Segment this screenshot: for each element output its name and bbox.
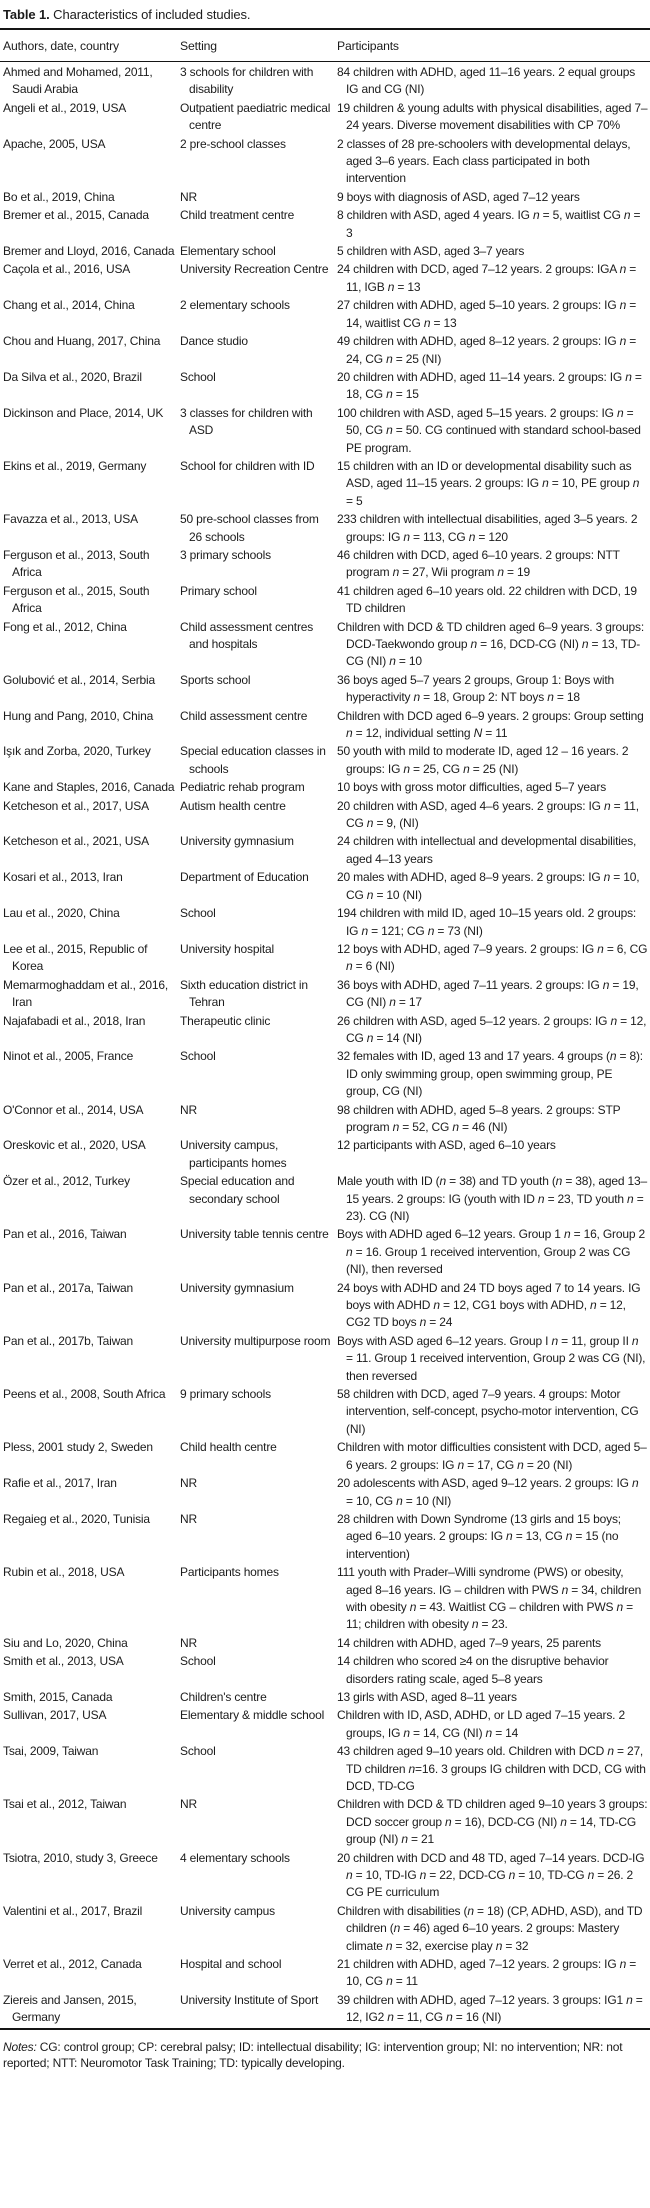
participants-cell: 13 girls with ASD, aged 8–11 years [337,1689,517,1704]
participants-cell: 36 boys aged 5–7 years 2 groups, Group 1: Boys with hyperactivity n = 18, Group 2: NT boys n = 18 [337,672,614,705]
setting-cell: Sports school [180,672,251,687]
setting-cell: Children's centre [180,1689,267,1704]
setting-cell: University gymnasium [180,834,294,849]
setting-cell: Dance studio [180,334,248,349]
table-row [0,1511,650,1564]
participants-cell: 41 children aged 6–10 years old. 22 children with DCD, 19 TD children [337,583,637,616]
authors-cell: Dickinson and Place, 2014, UK [3,405,164,420]
setting-cell: University campus [180,1903,275,1918]
table-row [0,1653,650,1689]
table-row [0,619,650,672]
setting-cell: School [180,1744,216,1759]
table-row [0,207,650,243]
table-row [0,833,650,869]
table-caption-label: Table 1. [3,7,50,22]
table-header [0,29,650,62]
setting-cell: School [180,1049,216,1064]
setting-cell: Child assessment centres and hospitals [180,619,314,651]
participants-cell: 36 boys with ADHD, aged 7–11 years. 2 groups: IG n = 19, CG (NI) n = 17 [337,977,639,1010]
setting-cell: Sixth education district in Tehran [180,977,308,1010]
table-caption [0,0,650,28]
authors-cell: Ninot et al., 2005, France [3,1049,134,1064]
table-row [0,1956,650,1992]
participants-cell: 24 children with intellectual and developmental disabilities, aged 4–13 years [337,834,637,866]
participants-cell: 46 children with DCD, aged 6–10 years. 2 groups: NTT program n = 27, Wii program n = 19 [337,547,620,580]
participants-cell: 20 children with DCD and 48 TD, aged 7–14 years. DCD-IG n = 10, TD-IG n = 22, DCD-CG n = 10, TD-CG n = 26. 2 CG PE curriculum [337,1850,645,1900]
participants-cell: Children with DCD & TD children aged 9–10 years 3 groups: DCD soccer group n = 16), DCD-CG (NI) n = 14, TD-CG group (NI) n = 21 [337,1797,648,1847]
participants-cell: 21 children with ADHD, aged 7–12 years. 2 groups: IG n = 10, CG n = 11 [337,1957,637,1989]
participants-cell: 98 children with ADHD, aged 5–8 years. 2 groups: STP program n = 52, CG n = 46 (NI) [337,1102,621,1134]
table-row [0,333,650,369]
table-row [0,1707,650,1743]
authors-cell: Rafie et al., 2017, Iran [3,1476,117,1491]
participants-cell: 27 children with ADHD, aged 5–10 years. 2 groups: IG n = 14, waitlist CG n = 13 [337,298,637,330]
participants-cell: 233 children with intellectual disabilities, aged 3–5 years. 2 groups: IG n = 113, CG n = 120 [337,512,638,544]
table-row [0,1048,650,1101]
authors-cell: Verret et al., 2012, Canada [3,1957,142,1972]
authors-cell: Golubović et al., 2014, Serbia [3,672,156,687]
table-row [0,977,650,1013]
table-row [0,743,650,779]
authors-cell: Bremer et al., 2015, Canada [3,208,149,223]
setting-cell: 2 pre-school classes [180,136,286,151]
participants-cell: 24 children with DCD, aged 7–12 years. 2 groups: IGA n = 11, IGB n = 13 [337,262,637,294]
authors-cell: Angeli et al., 2019, USA [3,100,127,115]
setting-cell: 2 elementary schools [180,298,290,313]
authors-cell: Özer et al., 2012, Turkey [3,1174,130,1189]
authors-cell: Fong et al., 2012, China [3,619,127,634]
table-row [0,1635,650,1653]
participants-cell: 49 children with ADHD, aged 8–12 years. 2 groups: IG n = 24, CG n = 25 (NI) [337,334,637,366]
setting-cell: University table tennis centre [180,1227,329,1242]
notes-label: Notes: [3,2039,37,2054]
participants-cell: 20 children with ADHD, aged 11–14 years. 2 groups: IG n = 18, CG n = 15 [337,369,642,402]
authors-cell: Ahmed and Mohamed, 2011, Saudi Arabia [3,65,153,97]
authors-cell: Ekins et al., 2019, Germany [3,458,147,473]
notes-text: CG: control group; CP: cerebral palsy; ID: intellectual disability; IG: intervention group; NI: no intervention; NR: not reported; NTT: Neuromotor Task Training; TD: typically developing. [3,2039,623,2071]
setting-cell: University campus, participants homes [180,1138,287,1170]
setting-cell: NR [180,1797,197,1812]
setting-cell: School for children with ID [180,458,315,473]
authors-cell: Tsai, 2009, Taiwan [3,1744,99,1759]
setting-cell: Outpatient paediatric medical centre [180,100,331,133]
participants-cell: Male youth with ID (n = 38) and TD youth (n = 38), aged 13–15 years. 2 groups: IG (youth with ID n = 23, TD youth n = 23). CG (NI) [337,1174,648,1223]
table-row [0,708,650,744]
participants-cell: Boys with ASD aged 6–12 years. Group I n = 11, group II n = 11. Group 1 received intervention, Group 2 was CG (NI), then reversed [337,1333,646,1383]
setting-cell: 50 pre-school classes from 26 schools [180,512,319,544]
table-row [0,1475,650,1511]
setting-cell: School [180,906,216,921]
setting-cell: 3 classes for children with ASD [180,405,313,438]
setting-cell: Pediatric rehab program [180,780,305,795]
authors-cell: Smith et al., 2013, USA [3,1654,124,1669]
table-row [0,547,650,583]
setting-cell: University multipurpose room [180,1333,331,1348]
table-row [0,62,650,100]
setting-cell: University gymnasium [180,1280,294,1295]
table-row [0,779,650,797]
participants-cell: 39 children with ADHD, aged 7–12 years. 3 groups: IG1 n = 12, IG2 n = 11, CG n = 16 (NI) [337,1992,643,2025]
included-studies-table [0,28,650,2030]
participants-cell: 10 boys with gross motor difficulties, aged 5–7 years [337,780,607,795]
setting-cell: Autism health centre [180,798,286,813]
authors-cell: Pless, 2001 study 2, Sweden [3,1440,153,1455]
authors-cell: Ketcheson et al., 2017, USA [3,798,149,813]
setting-cell: NR [180,1635,197,1650]
table-row [0,1903,650,1956]
table-row [0,243,650,261]
authors-cell: Favazza et al., 2013, USA [3,512,138,527]
table-body [0,62,650,2029]
table-row [0,1280,650,1333]
participants-cell: 24 boys with ADHD and 24 TD boys aged 7 to 14 years. IG boys with ADHD n = 12, CG1 boys with ADHD, n = 12, CG2 TD boys n = 24 [337,1280,641,1330]
setting-cell: Special education and secondary school [180,1174,295,1206]
setting-cell: Child treatment centre [180,208,295,223]
participants-cell: 50 youth with mild to moderate ID, aged 12 – 16 years. 2 groups: IG n = 25, CG n = 25 (NI) [337,744,629,776]
table-row [0,1102,650,1138]
setting-cell: School [180,1654,216,1669]
authors-cell: Pan et al., 2017b, Taiwan [3,1333,134,1348]
authors-cell: Chang et al., 2014, China [3,298,135,313]
setting-cell: NR [180,1511,197,1526]
authors-cell: Siu and Lo, 2020, China [3,1635,128,1650]
participants-cell: Boys with ADHD aged 6–12 years. Group 1 n = 16, Group 2 n = 16. Group 1 received intervention, Group 2 was CG (NI), then reversed [337,1227,645,1277]
setting-cell: Hospital and school [180,1957,282,1972]
participants-cell: 15 children with an ID or developmental disability such as ASD, aged 11–15 years. 2 groups: IG n = 10, PE group n = 5 [337,458,640,508]
table-row [0,1743,650,1796]
setting-cell: 3 schools for children with disability [180,65,314,97]
table-row [0,1137,650,1173]
authors-cell: Hung and Pang, 2010, China [3,708,154,723]
table-row [0,941,650,977]
authors-cell: Valentini et al., 2017, Brazil [3,1903,143,1918]
column-header-authors: Authors, date, country [0,29,177,62]
setting-cell: Child assessment centre [180,708,308,723]
table-row [0,369,650,405]
authors-cell: Tsai et al., 2012, Taiwan [3,1797,127,1812]
authors-cell: Oreskovic et al., 2020, USA [3,1138,146,1153]
table-row [0,1796,650,1849]
table-row [0,583,650,619]
authors-cell: Kosari et al., 2013, Iran [3,870,123,885]
participants-cell: 111 youth with Prader–Willi syndrome (PWS) or obesity, aged 8–16 years. IG – children with PWS n = 34, children with obesity n = 43. Waitlist CG – children with PWS n = 11; children with obesity n = 23. [337,1565,642,1632]
participants-cell: 43 children aged 9–10 years old. Children with DCD n = 27, TD children n=16. 3 groups IG children with DCD, CG with DCD, TD-CG [337,1744,646,1793]
setting-cell: Primary school [180,583,257,598]
table-row [0,1992,650,2029]
setting-cell: University hospital [180,941,274,956]
participants-cell: 28 children with Down Syndrome (13 girls and 15 boys; aged 6–10 years. 2 groups: IG n = 13, CG n = 15 (no intervention) [337,1511,621,1561]
authors-cell: Smith, 2015, Canada [3,1689,113,1704]
table-row [0,261,650,297]
table-row [0,1850,650,1903]
participants-cell: 8 children with ASD, aged 4 years. IG n = 5, waitlist CG n = 3 [337,208,641,240]
setting-cell: 3 primary schools [180,547,271,562]
authors-cell: Chou and Huang, 2017, China [3,334,161,349]
table-row [0,1439,650,1475]
participants-cell: 12 participants with ASD, aged 6–10 years [337,1138,556,1153]
authors-cell: Tsiotra, 2010, study 3, Greece [3,1850,158,1865]
authors-cell: Lee et al., 2015, Republic of Korea [3,941,148,974]
column-header-participants: Participants [334,29,650,62]
participants-cell: 32 females with ID, aged 13 and 17 years. 4 groups (n = 8): ID only swimming group, open swimming group, PE group, CG (NI) [337,1049,643,1099]
participants-cell: 20 children with ASD, aged 4–6 years. 2 groups: IG n = 11, CG n = 9, (NI) [337,798,639,831]
authors-cell: Bo et al., 2019, China [3,189,115,204]
table-row [0,136,650,189]
table-row [0,869,650,905]
table-row [0,672,650,708]
participants-cell: Children with motor difficulties consistent with DCD, aged 5–6 years. 2 groups: IG n = 17, CG n = 20 (NI) [337,1440,647,1472]
authors-cell: Bremer and Lloyd, 2016, Canada [3,244,175,259]
participants-cell: 5 children with ASD, aged 3–7 years [337,244,525,259]
authors-cell: O'Connor et al., 2014, USA [3,1102,144,1117]
table-row [0,1173,650,1226]
setting-cell: 9 primary schools [180,1387,271,1402]
authors-cell: Rubin et al., 2018, USA [3,1565,125,1580]
authors-cell: Peens et al., 2008, South Africa [3,1387,166,1402]
setting-cell: Participants homes [180,1565,279,1580]
table-row [0,297,650,333]
participants-cell: 84 children with ADHD, aged 11–16 years. 2 equal groups IG and CG (NI) [337,65,636,97]
column-header-setting: Setting [177,29,334,62]
table-row [0,405,650,458]
table-row [0,1013,650,1049]
participants-cell: Children with DCD aged 6–9 years. 2 groups: Group setting n = 12, individual setting N = 11 [337,708,644,741]
setting-cell: NR [180,189,197,204]
setting-cell: NR [180,1102,197,1117]
table-row [0,100,650,136]
table-row [0,905,650,941]
participants-cell: Children with ID, ASD, ADHD, or LD aged 7–15 years. 2 groups, IG n = 14, CG (NI) n = 14 [337,1708,625,1740]
table-row [0,798,650,834]
authors-cell: Ketcheson et al., 2021, USA [3,834,149,849]
participants-cell: 19 children & young adults with physical disabilities, aged 7–24 years. Diverse movement disabilities with CP 70% [337,100,648,133]
participants-cell: Children with disabilities (n = 18) (CP, ADHD, ASD), and TD children (n = 46) aged 6–10 years. 2 groups: Mastery climate n = 32, exercise play n = 32 [337,1903,643,1953]
table-notes [0,2030,650,2076]
authors-cell: Ziereis and Jansen, 2015, Germany [3,1992,137,2025]
setting-cell: Elementary & middle school [180,1708,325,1723]
participants-cell: 9 boys with diagnosis of ASD, aged 7–12 years [337,189,580,204]
setting-cell: University Recreation Centre [180,262,329,277]
setting-cell: Therapeutic clinic [180,1013,271,1028]
table-row [0,458,650,511]
participants-cell: 20 adolescents with ASD, aged 9–12 years. 2 groups: IG n = 10, CG n = 10 (NI) [337,1476,639,1508]
authors-cell: Najafabadi et al., 2018, Iran [3,1013,146,1028]
participants-cell: 100 children with ASD, aged 5–15 years. 2 groups: IG n = 50, CG n = 50. CG continued with standard school-based PE program. [337,405,641,455]
setting-cell: Special education classes in schools [180,744,326,776]
authors-cell: Lau et al., 2020, China [3,906,120,921]
authors-cell: Ferguson et al., 2015, South Africa [3,583,150,616]
setting-cell: 4 elementary schools [180,1850,290,1865]
authors-cell: Işık and Zorba, 2020, Turkey [3,744,151,759]
table-row [0,1333,650,1386]
table-caption-text: Characteristics of included studies. [53,7,251,22]
setting-cell: Child health centre [180,1440,277,1455]
authors-cell: Regaieg et al., 2020, Tunisia [3,1511,150,1526]
authors-cell: Da Silva et al., 2020, Brazil [3,369,142,384]
participants-cell: 12 boys with ADHD, aged 7–9 years. 2 groups: IG n = 6, CG n = 6 (NI) [337,941,648,974]
participants-cell: Children with DCD & TD children aged 6–9 years. 3 groups: DCD-Taekwondo group n = 16, DCD-CG (NI) n = 13, TD-CG (NI) n = 10 [337,619,645,669]
participants-cell: 14 children who scored ≥4 on the disruptive behavior disorders rating scale, aged 5–8 years [337,1654,609,1686]
authors-cell: Memarmoghaddam et al., 2016, Iran [3,977,169,1010]
participants-cell: 20 males with ADHD, aged 8–9 years. 2 groups: IG n = 10, CG n = 10 (NI) [337,870,640,902]
setting-cell: Department of Education [180,870,309,885]
setting-cell: NR [180,1476,197,1491]
table-row [0,1226,650,1279]
participants-cell: 26 children with ASD, aged 5–12 years. 2 groups: IG n = 12, CG n = 14 (NI) [337,1013,647,1045]
authors-cell: Apache, 2005, USA [3,136,106,151]
table-row [0,1386,650,1439]
participants-cell: 2 classes of 28 pre-schoolers with developmental delays, aged 3–6 years. Each class participated in both intervention [337,136,631,186]
authors-cell: Ferguson et al., 2013, South Africa [3,547,150,580]
participants-cell: 58 children with DCD, aged 7–9 years. 4 groups: Motor intervention, self-concept, psycho-motor intervention, CG (NI) [337,1387,639,1436]
setting-cell: University Institute of Sport [180,1992,319,2007]
setting-cell: School [180,369,216,384]
participants-cell: 14 children with ADHD, aged 7–9 years, 25 parents [337,1635,602,1650]
table-row [0,1564,650,1635]
table-row [0,1689,650,1707]
participants-cell: 194 children with mild ID, aged 10–15 years old. 2 groups: IG n = 121; CG n = 73 (NI) [337,906,637,938]
authors-cell: Kane and Staples, 2016, Canada [3,780,175,795]
table-row [0,189,650,207]
authors-cell: Caçola et al., 2016, USA [3,262,131,277]
header-row [0,29,650,62]
setting-cell: Elementary school [180,244,276,259]
authors-cell: Pan et al., 2017a, Taiwan [3,1280,134,1295]
authors-cell: Sullivan, 2017, USA [3,1708,107,1723]
authors-cell: Pan et al., 2016, Taiwan [3,1227,127,1242]
table-row [0,511,650,547]
